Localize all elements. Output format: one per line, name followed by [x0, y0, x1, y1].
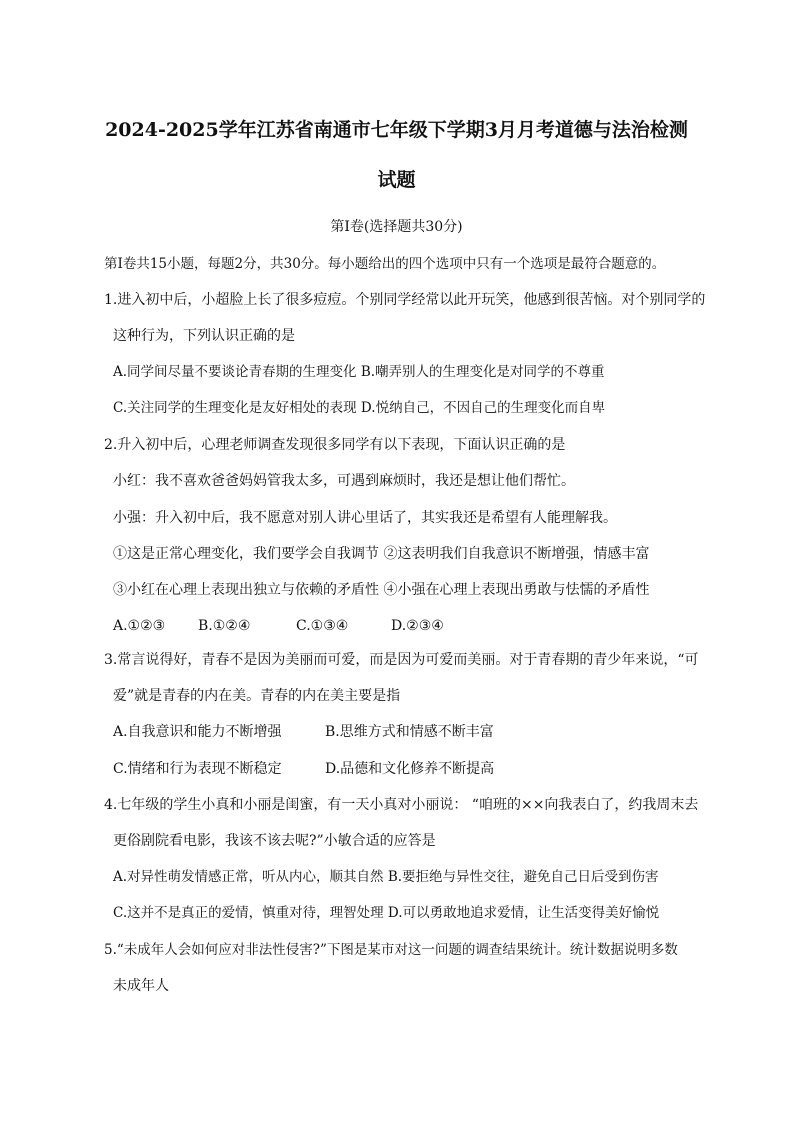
q1-option-line-2: C.关注同学的生理变化是友好相处的表现 D.悦纳自己，不因自己的生理变化而自卑: [113, 400, 606, 416]
exam-title-line-1: 2024-2025学年江苏省南通市七年级下学期3月月考道德与法治检测: [105, 119, 688, 141]
q4-option-line-2: C.这并不是真正的爱情，慎重对待，理智处理 D.可以勇敢地追求爱情，让生活变得美好愉悦: [113, 905, 660, 921]
q3-option-d: D.品德和文化修养不断提高: [325, 761, 495, 777]
instructions: 第Ⅰ卷共15小题，每题2分，共30分。每小题给出的四个选项中只有一个选项是最符合题意的。: [104, 256, 666, 272]
q3-stem-line-1: 3.常言说得好，青春不是因为美丽而可爱，而是因为可爱而美丽。对于青春期的青少年来说，“可: [104, 652, 699, 668]
section-header: 第Ⅰ卷(选择题共30分): [330, 219, 463, 235]
q2-quote-1: 小红：我不喜欢爸爸妈妈管我太多，可遇到麻烦时，我还是想让他们帮忙。: [113, 473, 575, 489]
q2-choice-c: C.①③④: [296, 618, 349, 634]
q3-stem-line-2: 爱”就是青春的内在美。青春的内在美主要是指: [113, 688, 401, 704]
q4-stem-line-2: 更俗剧院看电影，我该不该去呢?”小敏合适的应答是: [113, 833, 436, 849]
q2-statements-line-2: ③小红在心理上表现出独立与依赖的矛盾性 ④小强在心理上表现出勇敢与怯懦的矛盾性: [113, 582, 650, 598]
q5-stem-line-2: 未成年人: [113, 978, 169, 994]
q3-option-c: C.情绪和行为表现不断稳定: [113, 761, 282, 777]
q2-choice-a: A.①②③: [113, 618, 166, 634]
q2-choice-b: B.①②④: [198, 618, 251, 634]
q5-stem-line-1: 5.“未成年人会如何应对非法性侵害?”下图是某市对这一问题的调查结果统计。统计数据说明多数: [104, 942, 678, 958]
q2-statements-line-1: ①这是正常心理变化，我们要学会自我调节 ②这表明我们自我意识不断增强，情感丰富: [113, 546, 650, 562]
q3-options-row-1: [113, 723, 494, 741]
q3-options-row-2: [113, 760, 494, 778]
q1-option-line-1: A.同学间尽量不要谈论青春期的生理变化 B.嘲弄别人的生理变化是对同学的不尊重: [113, 364, 605, 380]
q4-stem-line-1: 4.七年级的学生小真和小丽是闺蜜，有一天小真对小丽说： “咱班的××向我表白了，约我周末去: [104, 797, 699, 813]
q2-quote-2: 小强：升入初中后，我不愿意对别人讲心里话了，其实我还是希望有人能理解我。: [113, 510, 617, 526]
q1-stem-line-2: 这种行为，下列认识正确的是: [113, 328, 295, 344]
q2-stem-line-1: 2.升入初中后，心理老师调查发现很多同学有以下表现，下面认识正确的是: [104, 437, 566, 453]
q2-choice-d: D.②③④: [391, 618, 444, 634]
q3-option-b: B.思维方式和情感不断丰富: [325, 724, 494, 740]
q1-stem-line-1: 1.进入初中后，小超脸上长了很多痘痘。个别同学经常以此开玩笑，他感到很苦恼。对个别同学的: [104, 292, 706, 308]
q4-option-line-1: A.对异性萌发情感正常，听从内心，顺其自然 B.要拒绝与异性交往，避免自己日后受到伤害: [113, 869, 659, 885]
q2-choices: [113, 617, 444, 635]
exam-title-line-2: 试题: [377, 169, 416, 191]
q3-option-a: A.自我意识和能力不断增强: [113, 724, 282, 740]
